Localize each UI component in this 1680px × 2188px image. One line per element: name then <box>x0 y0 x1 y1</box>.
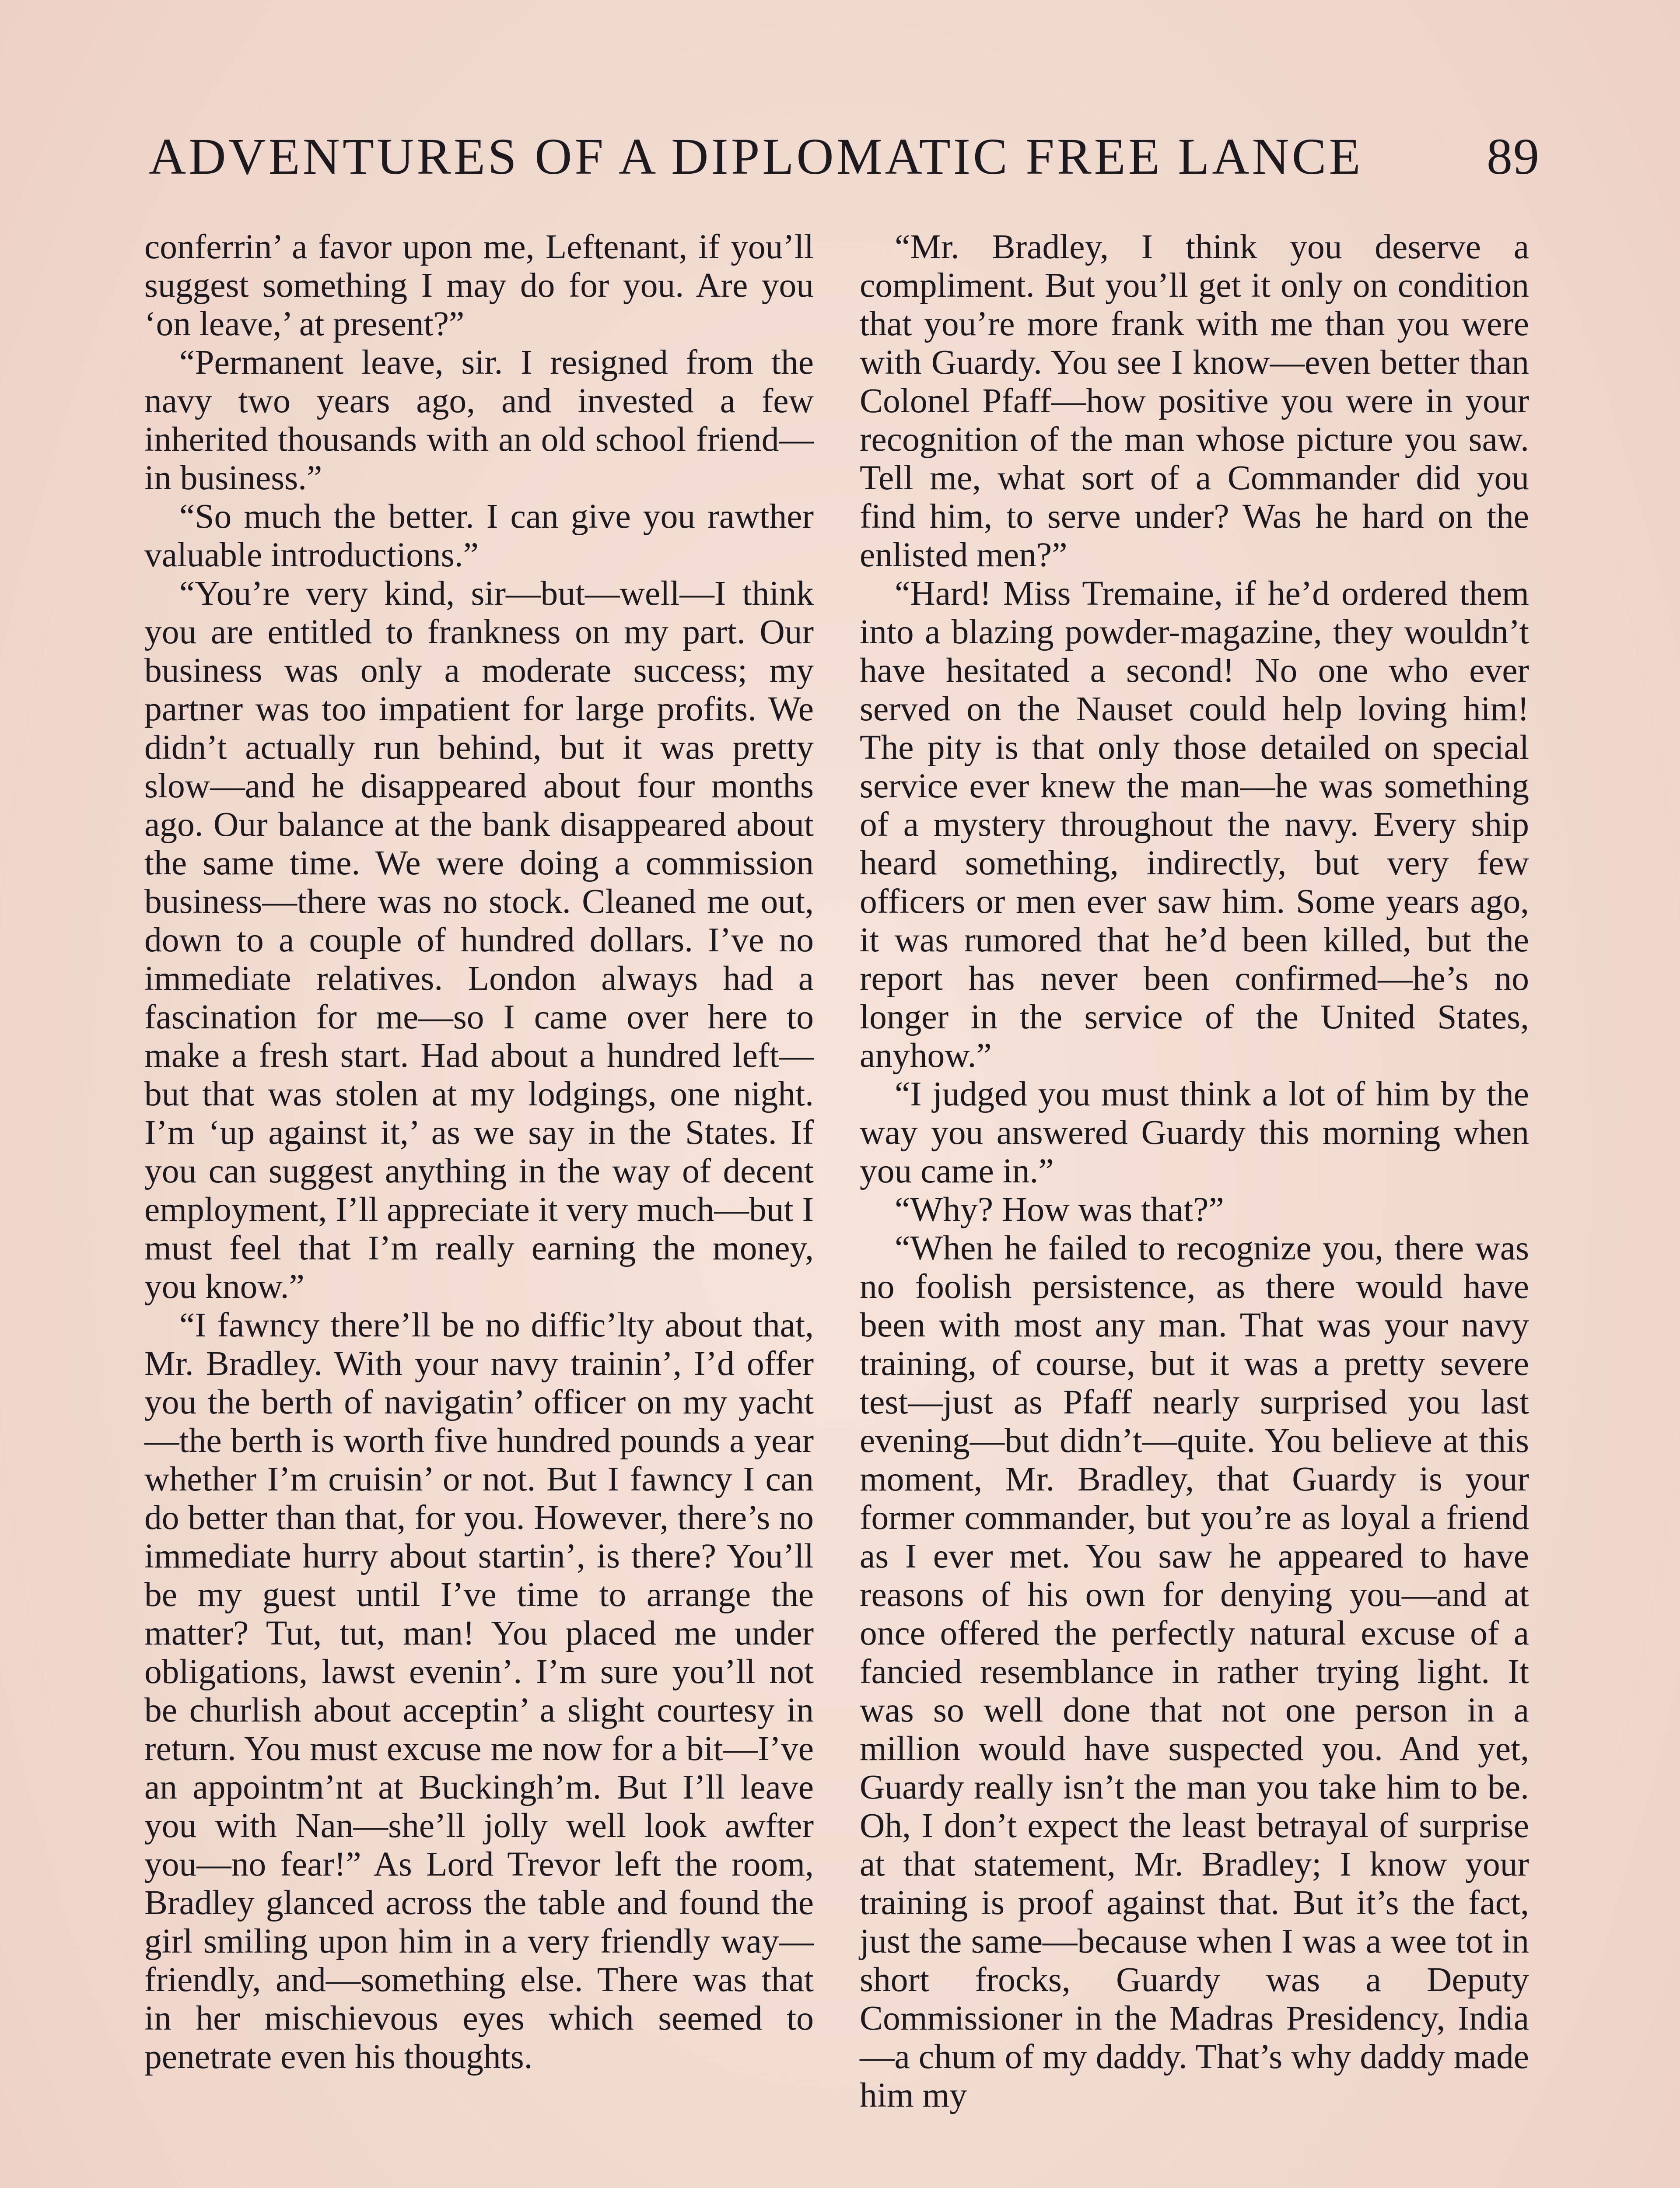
paragraph: “When he failed to recognize you, there was no foolish persistence, as there would have been with most any man. That was your navy training, of course, but it was a pretty severe test—just as Pfaff nearly surprised you last evening—but didn’t—quite. You believe at this moment, Mr. Bradley, that Guardy is your former commander, but you’re as loyal a friend as I ever met. You saw he appeared to have reasons of his own for denying you—and at once offered the perfectly natural excuse of a fancied resemblance in rather trying light. It was so well done that not one person in a million would have suspected you. And yet, Guardy really isn’t the man you take him to be. Oh, I don’t expect the least betrayal of surprise at that statement, Mr. Bradley; I know your training is proof against that. But it’s the fact, just the same—because when I was a wee tot in short frocks, Guardy was a Deputy Commissioner in the Madras Presidency, India—a chum of my daddy. That’s why daddy made him my <box>860 1229 1529 2114</box>
page-number: 89 <box>1487 128 1540 185</box>
right-text-column <box>860 228 1529 2114</box>
paragraph: “Mr. Bradley, I think you deserve a compliment. But you’ll get it only on condition that you’re more frank with me than you were with Guardy. You see I know—even better than Colonel Pfaff—how positive you were in your recognition of the man whose picture you saw. Tell me, what sort of a Commander did you find him, to serve under? Was he hard on the enlisted men?” <box>860 228 1529 574</box>
paragraph: “I fawncy there’ll be no diffic’lty about that, Mr. Bradley. With your navy trainin’, I’d offer you the berth of navigatin’ officer on my yacht—the berth is worth five hundred pounds a year whether I’m cruisin’ or not. But I fawncy I can do better than that, for you. However, there’s no immediate hurry about startin’, is there? You’ll be my guest until I’ve time to arrange the matter? Tut, tut, man! You placed me under obligations, lawst evenin’. I’m sure you’ll not be churlish about acceptin’ a slight courtesy in return. You must excuse me now for a bit—I’ve an appointm’nt at Buckingh’m. But I’ll leave you with Nan—she’ll jolly well look awfter you—no fear!” As Lord Trevor left the room, Bradley glanced across the table and found the girl smiling upon him in a very friendly way—friendly, and—something else. There was that in her mischievous eyes which seemed to penetrate even his thoughts. <box>144 1306 814 2076</box>
paragraph: “Permanent leave, sir. I resigned from the navy two years ago, and invested a few inherited thousands with an old school friend—in business.” <box>144 343 814 497</box>
paragraph: “Hard! Miss Tremaine, if he’d ordered them into a blazing powder-magazine, they wouldn’t have hesitated a second! No one who ever served on the Nauset could help loving him! The pity is that only those detailed on special service ever knew the man—he was something of a mystery throughout the navy. Every ship heard something, indirectly, but very few officers or men ever saw him. Some years ago, it was rumored that he’d been killed, but the report has never been confirmed—he’s no longer in the service of the United States, anyhow.” <box>860 574 1529 1075</box>
paragraph: “You’re very kind, sir—but—well—I think you are entitled to frankness on my part. Our business was only a moderate success; my partner was too impatient for large profits. We didn’t actually run behind, but it was pretty slow—and he disappeared about four months ago. Our balance at the bank disappeared about the same time. We were doing a commission business—there was no stock. Cleaned me out, down to a couple of hundred dollars. I’ve no immediate relatives. London always had a fascination for me—so I came over here to make a fresh start. Had about a hundred left—but that was stolen at my lodgings, one night. I’m ‘up against it,’ as we say in the States. If you can suggest anything in the way of decent employment, I’ll appreciate it very much—but I must feel that I’m really earning the money, you know.” <box>144 574 814 1306</box>
paragraph: “So much the better. I can give you rawther valuable introductions.” <box>144 497 814 574</box>
running-head <box>149 127 1540 193</box>
left-text-column <box>144 228 814 2076</box>
paragraph: “Why? How was that?” <box>895 1190 1224 1229</box>
paragraph: conferrin’ a favor upon me, Leftenant, if you’ll suggest something I may do for you. Are you ‘on leave,’ at present?” <box>144 228 814 343</box>
paragraph: “I judged you must think a lot of him by the way you answered Guardy this morning when you came in.” <box>860 1075 1529 1190</box>
running-head-title: ADVENTURES OF A DIPLOMATIC FREE LANCE <box>149 128 1363 185</box>
